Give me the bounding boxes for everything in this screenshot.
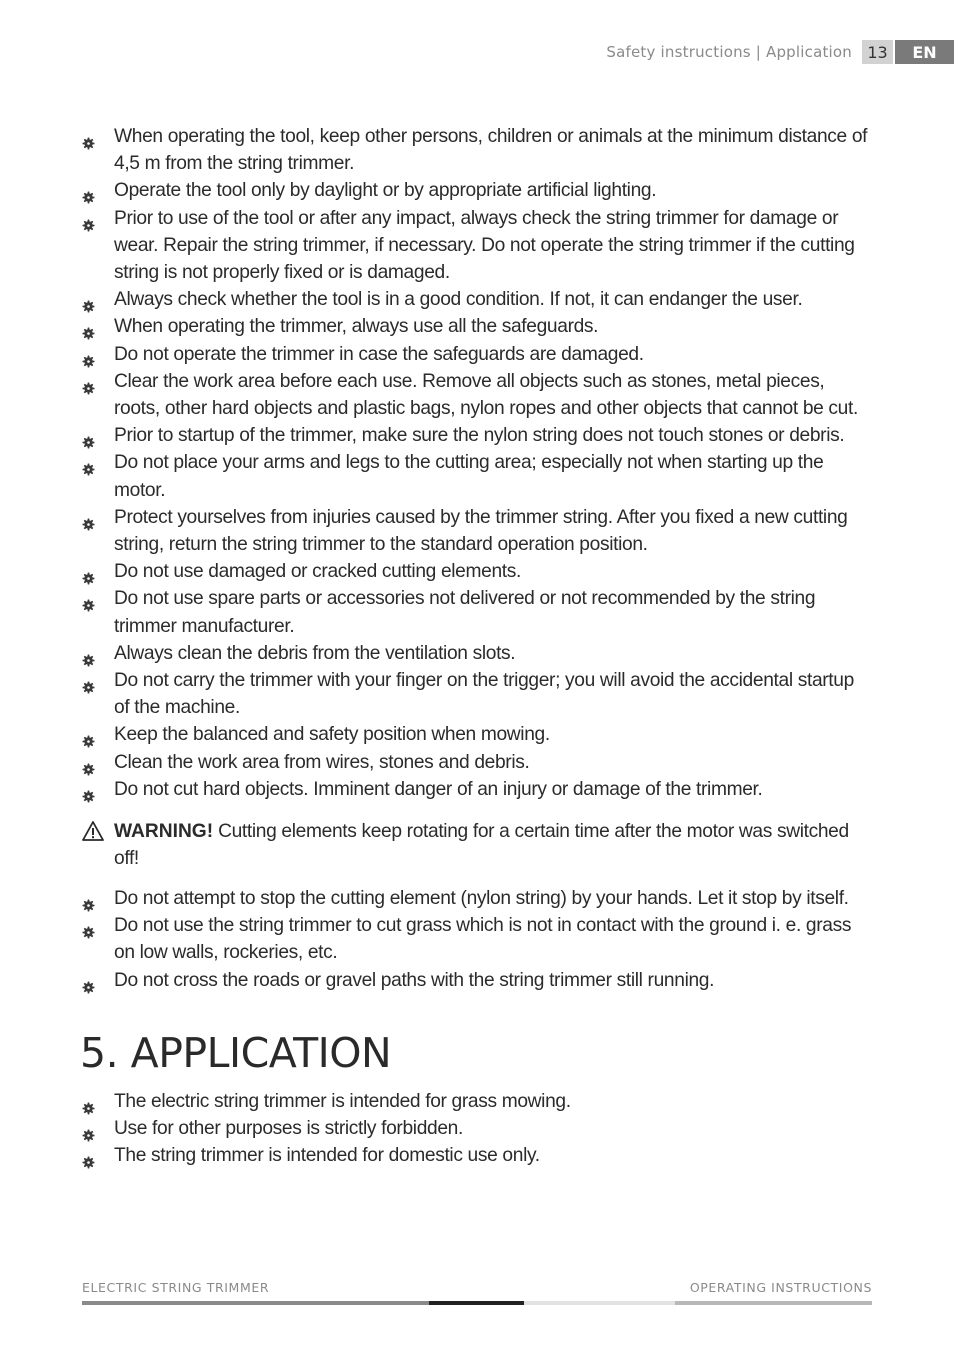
gear-bullet-icon [82,213,95,226]
list-item-text: Do not place your arms and legs to the cutting area; especially not when starting up the motor. [114,452,824,501]
footer-bar [82,1301,872,1305]
list-item-text: Do not use the string trimmer to cut grass which is not in contact with the ground i. e. grass on low walls, rockeries, etc. [114,915,852,964]
gear-bullet-icon [82,1096,95,1109]
list-item-text: Do not cut hard objects. Imminent danger of an injury or damage of the trimmer. [114,778,763,800]
list-item-text: Always clean the debris from the ventilation slots. [114,642,516,664]
list-item [82,205,872,287]
gear-bullet-icon [82,1123,95,1136]
gear-bullet-icon [82,349,95,362]
warning-text: Cutting elements keep rotating for a certain time after the motor was switched off! [114,821,849,870]
list-item-text: Do not attempt to stop the cutting element (nylon string) by your hands. Let it stop by itself. [114,888,849,909]
page-number: 13 [862,40,893,64]
warning-label: WARNING! [114,821,214,842]
gear-bullet-icon [82,457,95,470]
list-item [82,912,872,966]
list-item [82,422,872,449]
application-list [82,1088,872,1170]
list-item [82,749,872,776]
list-item [82,313,872,340]
gear-bullet-icon [82,648,95,661]
list-item [82,885,872,912]
gear-bullet-icon [82,675,95,688]
list-item [82,1088,872,1115]
list-item-text: When operating the trimmer, always use all the safeguards. [114,316,599,338]
list-item-text: Protect yourselves from injuries caused by the trimmer string. After you fixed a new cutting string, return the string trimmer to the standard operation position. [114,506,848,556]
section-title: 5. APPLICATION [80,1029,392,1077]
list-item [82,341,872,368]
list-item-text: Prior to startup of the trimmer, make sure the nylon string does not touch stones or debris. [114,425,845,447]
footer-bar-segment [524,1301,675,1305]
list-item-text: Prior to use of the tool or after any impact, always check the string trimmer for damage or wear. Repair the string trimmer, if necessary. Do not operate the string trimmer if the cutting string is not properly fixed or is damaged. [114,207,855,284]
gear-bullet-icon [82,131,95,144]
warning-note [82,818,872,872]
list-item-text: Clean the work area from wires, stones and debris. [114,751,530,773]
list-item [82,667,872,721]
list-item-text: The string trimmer is intended for domestic use only. [114,1145,540,1167]
list-item-text: The electric string trimmer is intended for grass mowing. [114,1091,571,1112]
gear-bullet-icon [82,321,95,334]
gear-bullet-icon [82,893,95,906]
list-item-text: Do not operate the trimmer in case the safeguards are damaged. [114,343,644,365]
list-item [82,640,872,667]
list-item [82,368,872,422]
list-item [82,1115,872,1142]
list-item [82,177,872,204]
safety-list-1 [82,123,872,803]
warning-triangle-icon [82,821,104,841]
footer-product-name: ELECTRIC STRING TRIMMER [82,1280,270,1295]
language-badge: EN [895,40,954,64]
footer-bar-segment [675,1301,872,1305]
list-item [82,585,872,639]
list-item [82,776,872,803]
list-item-text: Do not cross the roads or gravel paths with the string trimmer still running. [114,969,715,991]
footer-document-type: OPERATING INSTRUCTIONS [689,1280,872,1295]
gear-bullet-icon [82,430,95,443]
gear-bullet-icon [82,784,95,797]
footer-bar-segment [82,1301,429,1305]
list-item-text: Always check whether the tool is in a good condition. If not, it can endanger the user. [114,289,803,311]
list-item [82,504,872,558]
list-item [82,967,872,994]
gear-bullet-icon [82,593,95,606]
header-section-title: Safety instructions | Application [606,43,852,61]
gear-bullet-icon [82,294,95,307]
gear-bullet-icon [82,1150,95,1163]
list-item [82,286,872,313]
list-item-text: Do not carry the trimmer with your finger on the trigger; you will avoid the accidental startup of the machine. [114,670,854,719]
list-item [82,558,872,585]
gear-bullet-icon [82,729,95,742]
gear-bullet-icon [82,920,95,933]
footer-bar-segment [429,1301,524,1305]
gear-bullet-icon [82,975,95,988]
list-item-text: Keep the balanced and safety position when mowing. [114,724,550,746]
gear-bullet-icon [82,376,95,389]
list-item-text: Use for other purposes is strictly forbidden. [114,1118,463,1140]
gear-bullet-icon [82,512,95,525]
list-item-text: Clear the work area before each use. Remove all objects such as stones, metal pieces, roots, other hard objects and plastic bags, nylon ropes and other objects that cannot be cut. [114,370,858,420]
gear-bullet-icon [82,185,95,198]
list-item-text: Operate the tool only by daylight or by appropriate artificial lighting. [114,180,657,202]
list-item [82,1142,872,1169]
page-header [606,40,954,64]
safety-list-2 [82,885,872,994]
list-item [82,449,872,503]
gear-bullet-icon [82,566,95,579]
list-item-text: When operating the tool, keep other persons, children or animals at the minimum distance of 4,5 m from the string trimmer. [114,126,868,175]
list-item [82,721,872,748]
list-item [82,123,872,177]
list-item-text: Do not use damaged or cracked cutting elements. [114,561,521,583]
gear-bullet-icon [82,757,95,770]
list-item-text: Do not use spare parts or accessories not delivered or not recommended by the string trimmer manufacturer. [114,588,816,637]
